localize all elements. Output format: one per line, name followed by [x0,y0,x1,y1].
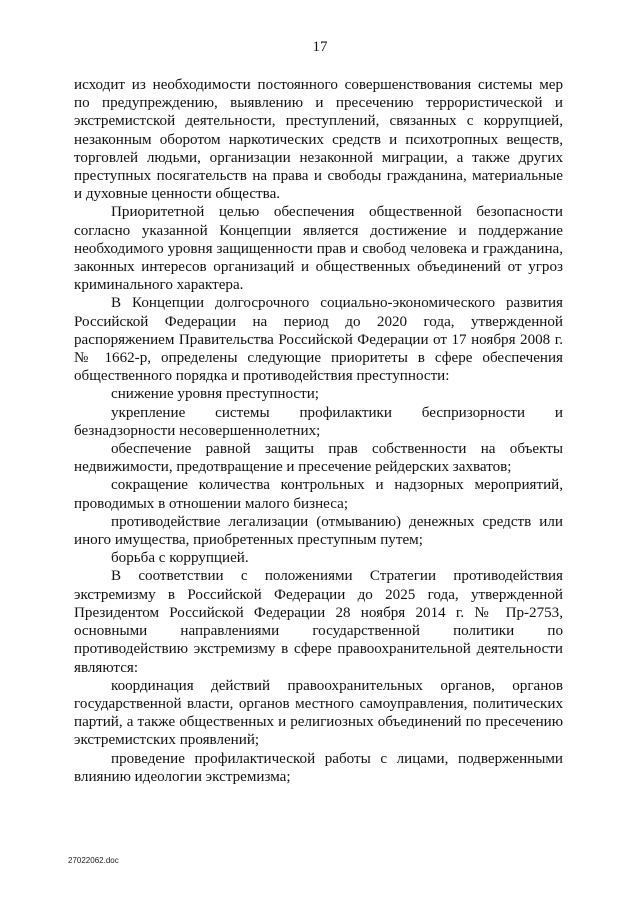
paragraph: борьба с коррупцией. [111,550,249,567]
paragraph: обеспечение равной защиты прав собственности на объекты недвижимости, предотвращение и пресечение рейдерских захватов; [74,441,563,476]
paragraph: противодействие легализации (отмыванию) денежных средств или иного имущества, приобретенных преступным путем; [74,513,563,549]
paragraph: укрепление системы профилактики беспризорности и безнадзорности несовершеннолетних; [74,404,563,439]
paragraph: снижение уровня преступности; [111,386,319,403]
file-name-footer: 27022062.doc [68,856,119,865]
paragraph: координация действий правоохранительных органов, органов государственной власти, органов местного самоуправления, политических партий, а также общественных и религиозных объединений по пресечению экстремистских проявлений; [74,677,563,749]
paragraph: В соответствии с положениями Стратегии противодействия экстремизму в Российской Федерации до 2025 года, утвержденной Президентом Российской Федерации 28 ноября 2014 г. № Пр-2753, основными направлениями государственной политики по противодействию экстремизму в сфере правоохранительной деятельности являются: [74,568,563,676]
document-body [74,76,563,786]
paragraph: В Концепции долгосрочного социально-экономического развития Российской Федерации на период до 2020 года, утвержденной распоряжением Правительства Российской Федерации от 17 ноября 2008 г. № 1662-р, определены следующие приоритеты в сфере обеспечения общественного порядка и противодействия преступности: [74,295,563,385]
paragraph: проведение профилактической работы с лицами, подверженными влиянию идеологии экстремизма; [74,750,563,785]
paragraph: исходит из необходимости постоянного совершенствования системы мер по предупреждению, выявлению и пресечению террористической и экстремистской деятельности, преступлений, связанных с коррупцией, незаконным оборотом наркотических средств и психотропных веществ, торговлей людьми, организации незаконной миграции, а также других преступных посягательств на права и свободы гражданина, материальные и духовные ценности общества. [74,77,563,203]
paragraph: Приоритетной целью обеспечения общественной безопасности согласно указанной Концепции является достижение и поддержание необходимого уровня защищенности прав и свобод человека и гражданина, законных интересов организаций и общественных объединений от угроз криминального характера. [74,204,563,294]
page-number: 17 [312,39,328,55]
paragraph: сокращение количества контрольных и надзорных мероприятий, проводимых в отношении малого бизнеса; [74,477,563,512]
